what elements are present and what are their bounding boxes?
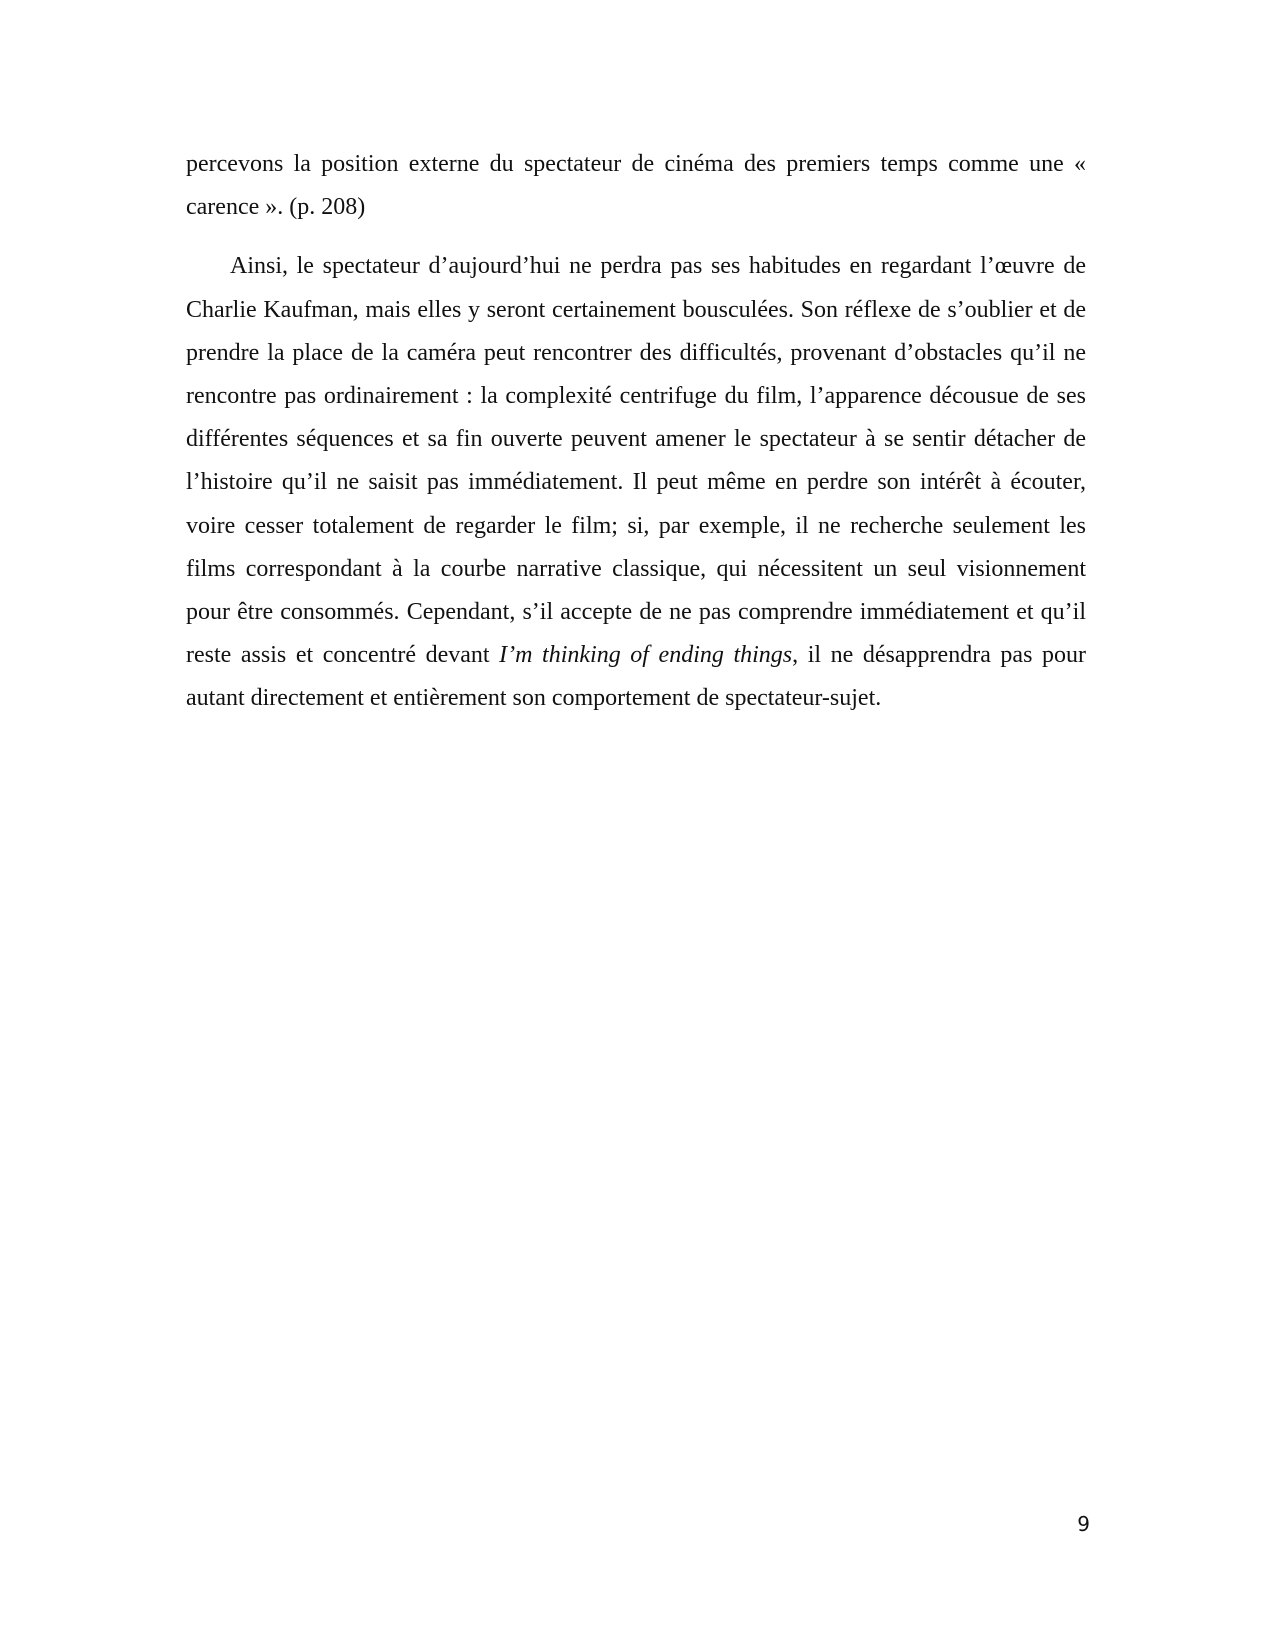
- paragraph-continuation: percevons la position externe du spectateur de cinéma des premiers temps comme une « carence ». (p. 208): [186, 151, 1086, 221]
- body-text: [186, 143, 1086, 721]
- paragraph-text-end: , il ne désapprendra pas pour autant directement et entièrement son comportement de spectateur-sujet.: [186, 642, 1087, 712]
- page-number: 9: [1077, 1512, 1090, 1536]
- film-title: I’m thinking of ending things: [499, 642, 793, 669]
- paragraph-main: [186, 245, 1086, 720]
- paragraph-text-start: Ainsi, le spectateur d’aujourd’hui ne perdra pas ses habitudes en regardant l’œuvre de Charlie Kaufman, mais elles y seront certainement bousculées. Son réflexe de s’oublier et de prendre la place de la caméra peut rencontrer des difficultés, provenant d’obstacles qu’il ne rencontre pas ordinairement : la complexité centrifuge du film, l’apparence décousue de ses différentes séquences et sa fin ouverte peuvent amener le spectateur à se sentir détacher de l’histoire qu’il ne saisit pas immédiatement. Il peut même en perdre son intérêt à écouter, voire cesser totalement de regarder le film; si, par exemple, il ne recherche seulement les films correspondant à la courbe narrative classique, qui nécessitent un seul visionnement pour être consommés. Cependant, s’il accepte de ne pas comprendre immédiatement et qu’il reste assis et concentré devant: [186, 253, 1086, 669]
